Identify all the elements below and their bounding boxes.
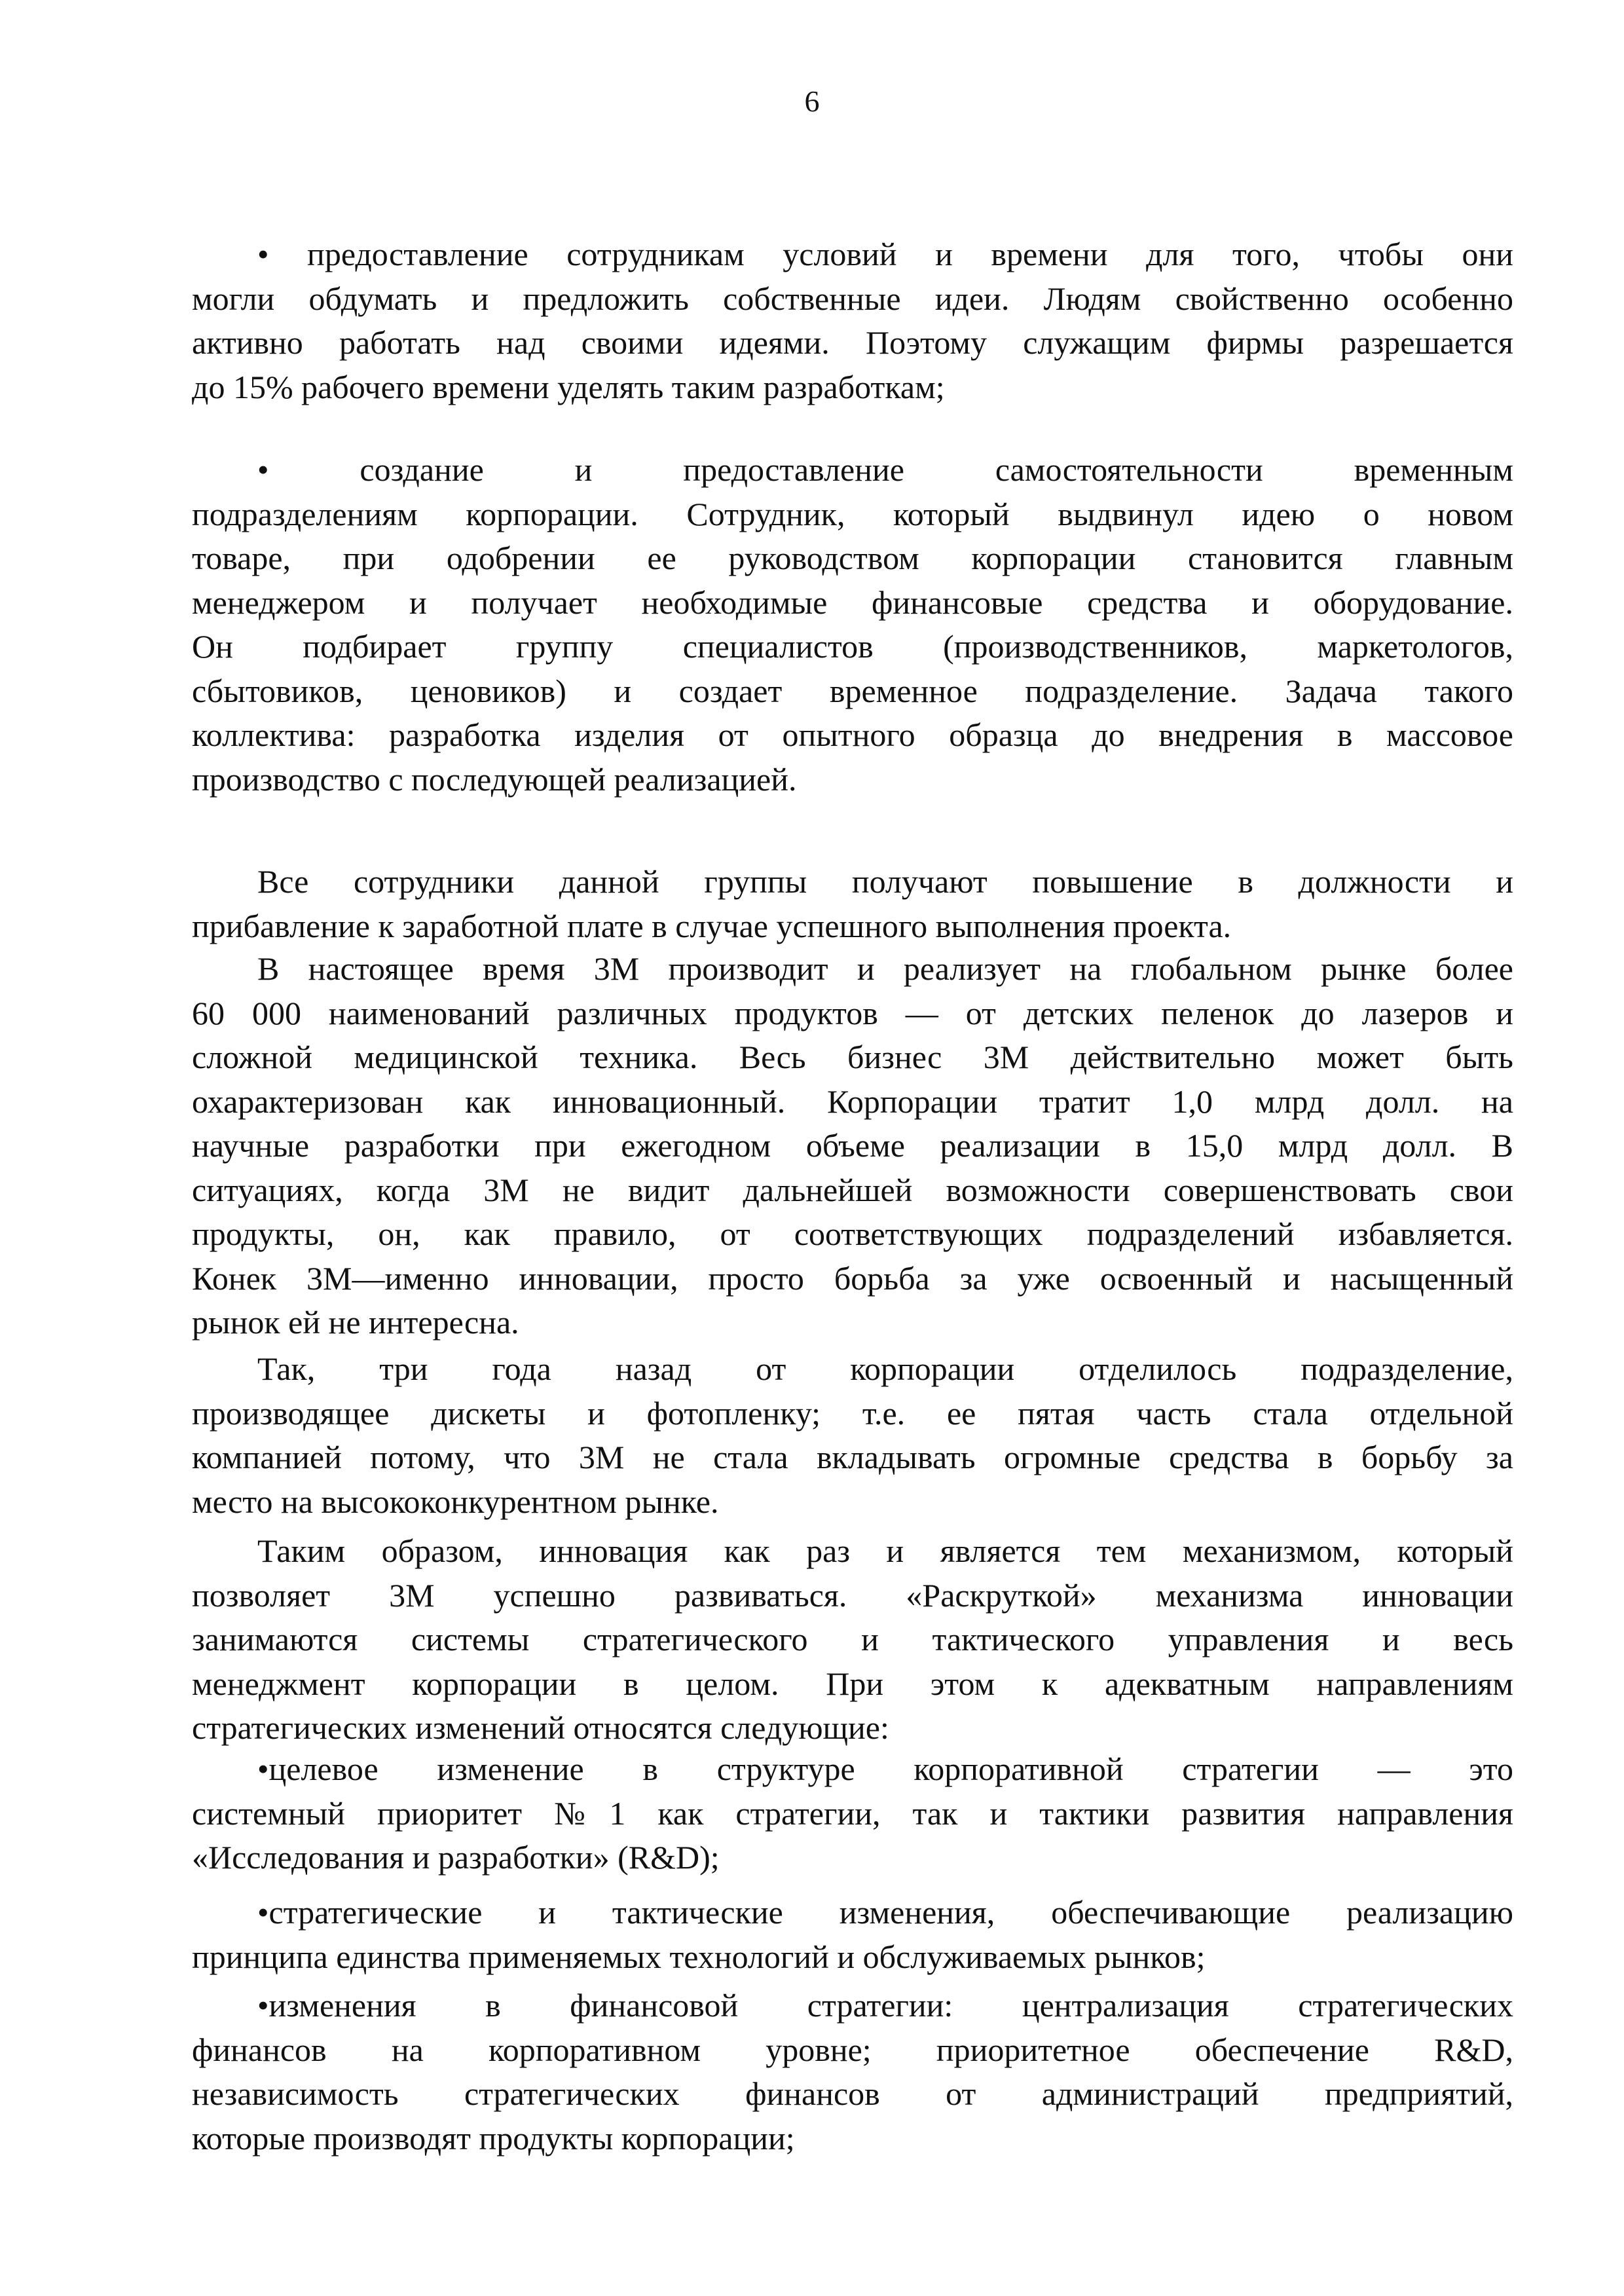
text-line: сбытовиков, ценовиков) и создает временное подразделение. Задача такого (192, 672, 1513, 709)
text-line: менеджером и получает необходимые финансовые средства и оборудование. (192, 583, 1513, 621)
text-line: независимость стратегических финансов от администраций предприятий, (192, 2075, 1513, 2112)
text-line: Так, три года назад от корпорации отделилось подразделение, (257, 1350, 1513, 1387)
text-line: Конек 3М—именно инновации, просто борьба за уже освоенный и насыщенный (192, 1259, 1513, 1297)
text-line: принципа единства применяемых технологий и обслуживаемых рынков; (192, 1938, 1206, 1975)
paragraph-bullet-financial-strategy (192, 1984, 1513, 2160)
text-line: •изменения в финансовой стратегии: централизация стратегических (257, 1987, 1513, 2024)
text-line: менеджмент корпорации в целом. При этом к адекватным направлениям (192, 1665, 1513, 1702)
paragraph-bullet-rd-priority (192, 1747, 1513, 1880)
text-line: Все сотрудники данной группы получают повышение в должности и (257, 863, 1513, 900)
text-line: 60 000 наименований различных продуктов — от детских пеленок до лазеров и (192, 994, 1513, 1031)
text-line: производящее дискеты и фотопленку; т.е. ее пятая часть стала отдельной (192, 1394, 1513, 1432)
paragraph-spinoff (192, 1347, 1513, 1524)
text-line: «Исследования и разработки» (R&D); (192, 1839, 720, 1876)
text-line: охарактеризован как инновационный. Корпорации тратит 1,0 млрд долл. на (192, 1083, 1513, 1120)
text-line: В настоящее время 3М производит и реализует на глобальном рынке более (257, 950, 1513, 987)
text-line: Он подбирает группу специалистов (производственников, маркетологов, (192, 628, 1513, 665)
text-line: рынок ей не интересна. (192, 1304, 519, 1341)
text-line: которые производят продукты корпорации; (192, 2119, 795, 2157)
paragraph-innovation-mechanism (192, 1529, 1513, 1750)
text-line: •стратегические и тактические изменения, обеспечивающие реализацию (257, 1894, 1513, 1931)
page-number: 6 (804, 84, 820, 118)
text-line: • создание и предоставление самостоятельности временным (257, 451, 1513, 488)
text-line: системный приоритет №1 как стратегии, так и тактики развития направления (192, 1794, 1513, 1832)
text-line: коллектива: разработка изделия от опытного образца до внедрения в массовое (192, 716, 1513, 753)
text-line: стратегических изменений относятся следующие: (192, 1709, 889, 1746)
text-line: Таким образом, инновация как раз и является тем механизмом, который (257, 1532, 1513, 1569)
text-line: ситуациях, когда 3М не видит дальнейшей возможности совершенствовать свои (192, 1171, 1513, 1208)
text-line: •целевое изменение в структуре корпоративной стратегии — это (257, 1750, 1513, 1787)
paragraph-group-promotion (192, 860, 1513, 948)
text-line: • предоставление сотрудникам условий и времени для того, чтобы они (257, 236, 1513, 272)
paragraph-bullet-tech-markets (192, 1891, 1513, 1979)
text-line: товаре, при одобрении ее руководством корпорации становится главным (192, 540, 1513, 576)
paragraph-bullet-temporary-units (192, 448, 1513, 802)
text-line: научные разработки при ежегодном объеме реализации в 15,0 млрд долл. В (192, 1127, 1513, 1164)
text-line: сложной медицинской техника. Весь бизнес 3М действительно может быть (192, 1039, 1513, 1075)
text-line: до 15% рабочего времени уделять таким разработкам; (192, 368, 945, 405)
text-line: могли обдумать и предложить собственные идеи. Людям свойственно особенно (192, 280, 1513, 317)
text-line: место на высококонкурентном рынке. (192, 1483, 719, 1520)
text-line: позволяет 3М успешно развиваться. «Раскруткой» механизма инновации (192, 1576, 1513, 1614)
text-line: продукты, он, как правило, от соответствующих подразделений избавляется. (192, 1215, 1513, 1252)
text-line: прибавление к заработной плате в случае успешного выполнения проекта. (192, 907, 1232, 944)
text-line: компанией потому, что 3М не стала вкладывать огромные средства в борьбу за (192, 1439, 1513, 1475)
text-line: финансов на корпоративном уровне; приоритетное обеспечение R&D, (192, 2031, 1513, 2068)
text-line: производство с последующей реализацией. (192, 760, 797, 798)
text-line: занимаются системы стратегического и тактического управления и весь (192, 1621, 1513, 1657)
text-line: активно работать над своими идеями. Поэтому служащим фирмы разрешается (192, 324, 1513, 361)
text-line: подразделениям корпорации. Сотрудник, который выдвинул идею о новом (192, 495, 1513, 532)
paragraph-bullet-idea-time (192, 232, 1513, 409)
paragraph-3m-products (192, 947, 1513, 1345)
